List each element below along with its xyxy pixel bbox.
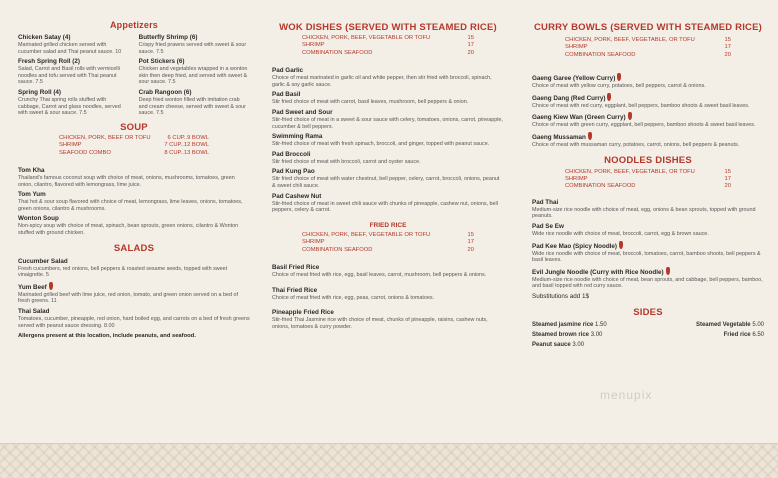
chili-pepper-icon <box>666 267 670 275</box>
fried-rice-heading: FRIED RICE <box>369 221 407 229</box>
price-label: SHRIMP <box>565 176 588 182</box>
fried-rice-name: Pineapple Fried Rice <box>272 309 334 317</box>
side-label: Peanut sauce <box>532 341 571 348</box>
price-line <box>59 150 209 157</box>
price-value: 17 <box>467 42 474 49</box>
wok-desc: Choice of meat marinated in garlic oil and white pepper, then stir fried with broccoli, spinach, garlic & soy garlic sauce. <box>272 75 492 88</box>
column-left <box>18 0 250 340</box>
salad-item <box>18 258 250 279</box>
curry-item <box>532 93 764 110</box>
chili-pepper-icon <box>619 241 623 249</box>
watermark: menupix <box>600 388 653 402</box>
fried-rice-desc: Stir-fried Thai Jasmine rice with choice of meat, chunks of pineapple, raisins, cashew nuts, onions, tomatoes & curry powder. <box>272 317 488 330</box>
price-label: COMBINATION SEAFOOD <box>565 183 636 190</box>
appetizers-left <box>18 34 129 120</box>
appetizer-name: Chicken Satay (4) <box>18 34 71 41</box>
appetizer-item <box>18 89 129 117</box>
side-price: 6.50 <box>752 331 764 338</box>
price-label: CHICKEN, PORK, BEEF OR TOFU <box>59 134 151 141</box>
curry-heading: CURRY BOWLS (SERVED WITH STEAMED RICE) <box>533 22 763 33</box>
noodle-name: Evil Jungle Noodle (Curry with Rice Noodle) <box>532 268 664 276</box>
price-value: 8 CUP..13 BOWL <box>164 149 209 156</box>
curry-name: Gaeng Kiew Wan (Green Curry) <box>532 114 626 122</box>
appetizer-desc: Marinated grilled chicken served with cucumber salad and Thai peanut sauce. <box>18 42 114 55</box>
price-value: 17 <box>724 176 731 182</box>
chili-pepper-icon <box>49 282 53 290</box>
wok-desc: Stir fried choice of meat with carrot, basil leaves, mushroom, bell peppers & onion. <box>272 99 469 106</box>
sides-list <box>532 320 764 350</box>
wok-name: Swimming Rama <box>272 133 323 141</box>
appetizers-heading: Appetizers <box>109 20 158 30</box>
noodles-prices <box>565 169 731 191</box>
noodle-items <box>532 199 764 301</box>
sides-heading: SIDES <box>633 306 663 318</box>
wok-desc: Stir-fried choice of meat in sweet chili sauce with chunks of pineapple, cashew nut, onions, bell peppers, celery & carrot. <box>272 200 498 214</box>
curry-prices <box>565 37 731 59</box>
soup-name: Tom Kha <box>18 166 45 174</box>
wok-name: Pad Cashew Nut <box>272 192 322 200</box>
price-label: SHRIMP <box>302 239 325 246</box>
noodle-desc: Wide rice noodle with choice of meat, broccoli, carrot, egg & brown sauce. <box>532 231 709 237</box>
noodle-name: Pad Thai <box>532 198 559 206</box>
price-line <box>302 35 474 42</box>
chili-pepper-icon <box>628 112 632 120</box>
sides-row <box>532 320 764 330</box>
fried-rice-desc: Choice of meat fried with rice, egg, basil leaves, carrot, mushroom, bell peppers & onions. <box>272 271 487 278</box>
salad-name: Cucumber Salad <box>18 257 68 265</box>
wok-item <box>272 109 504 130</box>
appetizer-item <box>139 34 250 55</box>
curry-desc: Choice of meat with green curry, eggplant, bell peppers, bamboo shoots & sweet basil leaves. <box>532 122 756 129</box>
wok-desc: Stir-fried choice of meat with fresh spinach, broccoli, and ginger, topped with peanut sauce. <box>272 141 490 148</box>
price-label: CHICKEN, PORK, BEEF, VEGETABLE OR TOFU <box>302 35 431 41</box>
side-label: Steamed Vegetable <box>695 321 751 328</box>
side-price: 5.00 <box>752 321 764 328</box>
wok-items <box>272 67 504 214</box>
side-label: Steamed brown rice <box>532 331 590 338</box>
noodles-heading: NOODLES DISHES <box>604 154 692 166</box>
salad-desc: Tomatoes, cucumber, pineapple, red onion, hard boiled egg, and carrots on a bed of fresh greens served with peanut sauce dressing. <box>18 315 250 329</box>
noodle-item <box>532 199 764 220</box>
price-value: 15 <box>724 168 731 175</box>
fried-rice-item <box>272 287 504 302</box>
noodle-desc: Medium-size rice noodle with choice of meat, egg, onions & bean sprouts, topped with ground peanuts. <box>532 206 756 220</box>
curry-item <box>532 73 764 90</box>
appetizer-name: Butterfly Shrimp (6) <box>138 34 198 41</box>
wok-item <box>272 151 504 166</box>
soup-item <box>18 215 250 236</box>
price-label: SEAFOOD COMBO <box>59 149 111 156</box>
wok-item <box>272 91 504 106</box>
salad-name: Thai Salad <box>18 307 50 315</box>
appetizers-grid <box>18 34 250 120</box>
decorative-footer-pattern <box>0 443 778 478</box>
price-value: 7 CUP..12 BOWL <box>164 142 209 149</box>
price-label: CHICKEN, PORK, BEEF, VEGETABLE, OR TOFU <box>565 168 695 175</box>
price-line <box>565 169 731 176</box>
price-line <box>302 42 474 49</box>
wok-name: Pad Basil <box>272 91 301 99</box>
price-value: 17 <box>467 239 474 246</box>
soup-desc: Thailand's famous coconut soup with choice of meat, onions, mushrooms, tomatoes, green onion, cilantro, flavored with lemongrass, lime juice. <box>18 174 235 188</box>
column-middle <box>272 0 504 333</box>
salad-price: 8.00 <box>104 322 115 329</box>
allergy-note: Allergens present at this location, include peanuts, and seafood. <box>18 333 196 340</box>
column-right <box>532 0 764 350</box>
noodle-desc: Wide rice noodle with choice of meat, broccoli, tomatoes, carrot, bamboo shoots, bell peppers & basil leaves. <box>532 250 761 264</box>
sides-row <box>532 340 764 350</box>
price-value: 20 <box>724 183 731 190</box>
soup-heading: SOUP <box>120 121 148 133</box>
salad-item <box>18 308 250 329</box>
fried-rice-item <box>272 309 504 330</box>
price-label: CHICKEN, PORK, BEEF, VEGETABLE OR TOFU <box>302 231 431 238</box>
price-line <box>302 50 474 57</box>
price-label: CHICKEN, PORK, BEEF, VEGETABLE, OR TOFU <box>565 37 695 43</box>
curry-item <box>532 132 764 149</box>
appetizers-right <box>139 34 250 120</box>
side-label: Fried rice <box>723 331 751 338</box>
soup-desc: Non-spicy soup with choice of meat, spinach, bean sprouts, green onions, cilantro & Wonton stuffed with ground chicken. <box>18 223 239 236</box>
appetizer-item <box>18 34 129 55</box>
appetizer-desc: Chicken and vegetables wrapped in a wonton skin then deep fried, and served with sweet & sour sauce. <box>138 66 248 86</box>
noodle-item <box>532 267 764 290</box>
price-line <box>565 52 731 59</box>
appetizer-desc: Crunchy Thai spring rolls stuffed with cabbage, Carrot and glass noodles, served with sweet & sour sauce. <box>18 96 121 117</box>
price-line <box>59 135 209 142</box>
appetizer-desc: Crispy fried prawns served with sweet & sour sauce. <box>138 42 247 55</box>
curry-desc: Choice of meat with mussaman curry, potatoes, carrot, onions, bell peppers & peanuts. <box>532 142 740 148</box>
noodle-desc: Medium-size rice noodle with choice of meat, bean sprouts, and cabbage, bell peppers, bamboo, and basil topped with red curry sauce. <box>532 276 763 290</box>
side-price: 3.00 <box>572 341 585 348</box>
appetizer-item <box>18 58 129 86</box>
price-value: 20 <box>467 246 474 253</box>
price-label: SHRIMP <box>565 44 588 51</box>
chili-pepper-icon <box>617 73 621 81</box>
price-value: 15 <box>724 37 731 43</box>
fried-rice-name: Thai Fried Rice <box>272 286 318 294</box>
salad-name: Yum Beef <box>18 283 47 291</box>
appetizer-name: Crab Rangoon (6) <box>138 88 192 96</box>
side-price: 3.00 <box>590 331 603 338</box>
appetizer-price: 7.5 <box>35 79 43 86</box>
wok-desc: Stir fried choice of meat with broccoli, carrot and oyster sauce. <box>272 158 421 165</box>
wok-item <box>272 168 504 189</box>
price-line <box>565 44 731 51</box>
soup-item <box>18 191 250 212</box>
curry-item <box>532 112 764 129</box>
wok-name: Pad Kung Pao <box>272 168 315 176</box>
wok-item <box>272 67 504 88</box>
appetizer-item <box>139 58 250 86</box>
price-label: SHRIMP <box>302 42 325 49</box>
curry-items <box>532 73 764 148</box>
appetizer-name: Fresh Spring Roll (2) <box>18 58 80 66</box>
curry-name: Gaeng Dang (Red Curry) <box>532 94 606 102</box>
appetizer-name: Pot Stickers (6) <box>138 58 185 66</box>
appetizer-price: 7.5 <box>79 110 87 117</box>
appetizer-item <box>139 89 250 117</box>
price-value: 20 <box>724 51 731 58</box>
appetizer-price: 7.5 <box>156 48 164 55</box>
noodle-item <box>532 241 764 264</box>
substitutions-note: Substitutions add 1$ <box>532 292 590 300</box>
wok-item <box>272 133 504 148</box>
appetizer-price: 7.5 <box>156 110 164 117</box>
salad-desc: Marinated grilled beef with lime juice, red onion, tomato, and green onion served on a bed of fresh greens. <box>18 291 238 305</box>
fried-rice-item <box>272 264 504 279</box>
wok-name: Pad Sweet and Sour <box>272 109 333 116</box>
price-value: 17 <box>724 44 731 51</box>
noodle-item <box>532 223 764 238</box>
wok-desc: Stir fried choice of meat with water chestnut, bell pepper, celery, carrot, broccoli, onions, peanut & sweet chili sauce. <box>272 176 500 189</box>
soup-desc: Thai hot & sour soup flavored with choice of meat, lemongrass, lime leaves, onions, tomatoes, green onions, cilantro & mushrooms. <box>18 199 243 212</box>
price-line <box>302 232 474 239</box>
curry-desc: Choice of meat with red curry, eggplant, bell peppers, bamboo shoots & sweet basil leaves. <box>532 102 750 109</box>
curry-name: Gaeng Mussaman <box>532 134 586 141</box>
price-label: COMBINATION SEAFOOD <box>565 51 636 58</box>
price-value: 15 <box>467 35 474 41</box>
price-label: COMBINATION SEAFOOD <box>302 49 373 56</box>
fried-rice-name: Basil Fried Rice <box>272 263 320 271</box>
soup-items <box>18 167 250 237</box>
salad-item <box>18 282 250 305</box>
price-line <box>302 239 474 246</box>
price-value: 6 CUP..9 BOWL <box>167 134 209 141</box>
salad-price: 11 <box>50 298 57 305</box>
curry-desc: Choice of meat with yellow curry, potatoes, bell peppers, carrot & onions. <box>532 83 706 90</box>
curry-name: Gaeng Garee (Yellow Curry) <box>532 75 616 83</box>
fried-rice-prices <box>302 232 474 254</box>
price-value: 20 <box>467 49 474 56</box>
chili-pepper-icon <box>588 132 592 140</box>
noodle-name: Pad Se Ew <box>532 223 564 230</box>
chili-pepper-icon <box>607 93 611 101</box>
salad-items <box>18 258 250 341</box>
fried-rice-desc: Choice of meat fried with rice, egg, peas, carrot, onions & tomatoes. <box>272 294 435 301</box>
price-line <box>302 247 474 254</box>
appetizer-name: Spring Roll (4) <box>18 88 62 96</box>
soup-name: Tom Yum <box>18 191 46 199</box>
appetizer-price: 7.5 <box>168 79 176 86</box>
wok-name: Pad Broccoli <box>272 150 311 158</box>
fried-rice-items <box>272 264 504 330</box>
salads-heading: SALADS <box>113 242 155 254</box>
price-line <box>565 183 731 190</box>
side-price: 1.50 <box>595 321 607 328</box>
price-line <box>565 176 731 183</box>
price-line <box>59 142 209 149</box>
salad-desc: Fresh cucumbers, red onions, bell peppers & roasted sesame seeds, topped with sweet vinaigrette. <box>18 265 228 279</box>
wok-prices <box>302 35 474 57</box>
price-label: COMBINATION SEAFOOD <box>302 246 373 253</box>
price-label: SHRIMP <box>59 142 82 149</box>
soup-name: Wonton Soup <box>18 215 59 223</box>
wok-name: Pad Garlic <box>272 67 304 75</box>
wok-desc: Stir-fried choice of meat in a sweet & sour sauce with celery, tomatoes, onions, carrot, pineapple, cucumber & bell peppers. <box>272 117 503 130</box>
sides-row <box>532 330 764 340</box>
appetizer-price: 10 <box>115 48 122 55</box>
salad-price: 5 <box>45 272 49 279</box>
side-label: Steamed jasmine rice <box>532 321 594 328</box>
appetizer-desc: Deep fried wonton filled with imitation crab and cream cheese, served with sweet & sour sauce. <box>138 96 246 117</box>
noodle-name: Pad Kee Mao (Spicy Noodle) <box>532 242 618 250</box>
price-line <box>565 37 731 44</box>
wok-item <box>272 193 504 214</box>
wok-heading: WOK DISHES (SERVED WITH STEAMED RICE) <box>279 22 497 33</box>
appetizer-desc: Salad, Carrot and Basil rolls with vermicelli noodles and tofu served with Thai peanut sauce. <box>18 66 120 86</box>
price-value: 15 <box>467 231 474 238</box>
soup-prices <box>59 135 209 157</box>
soup-item <box>18 167 250 188</box>
